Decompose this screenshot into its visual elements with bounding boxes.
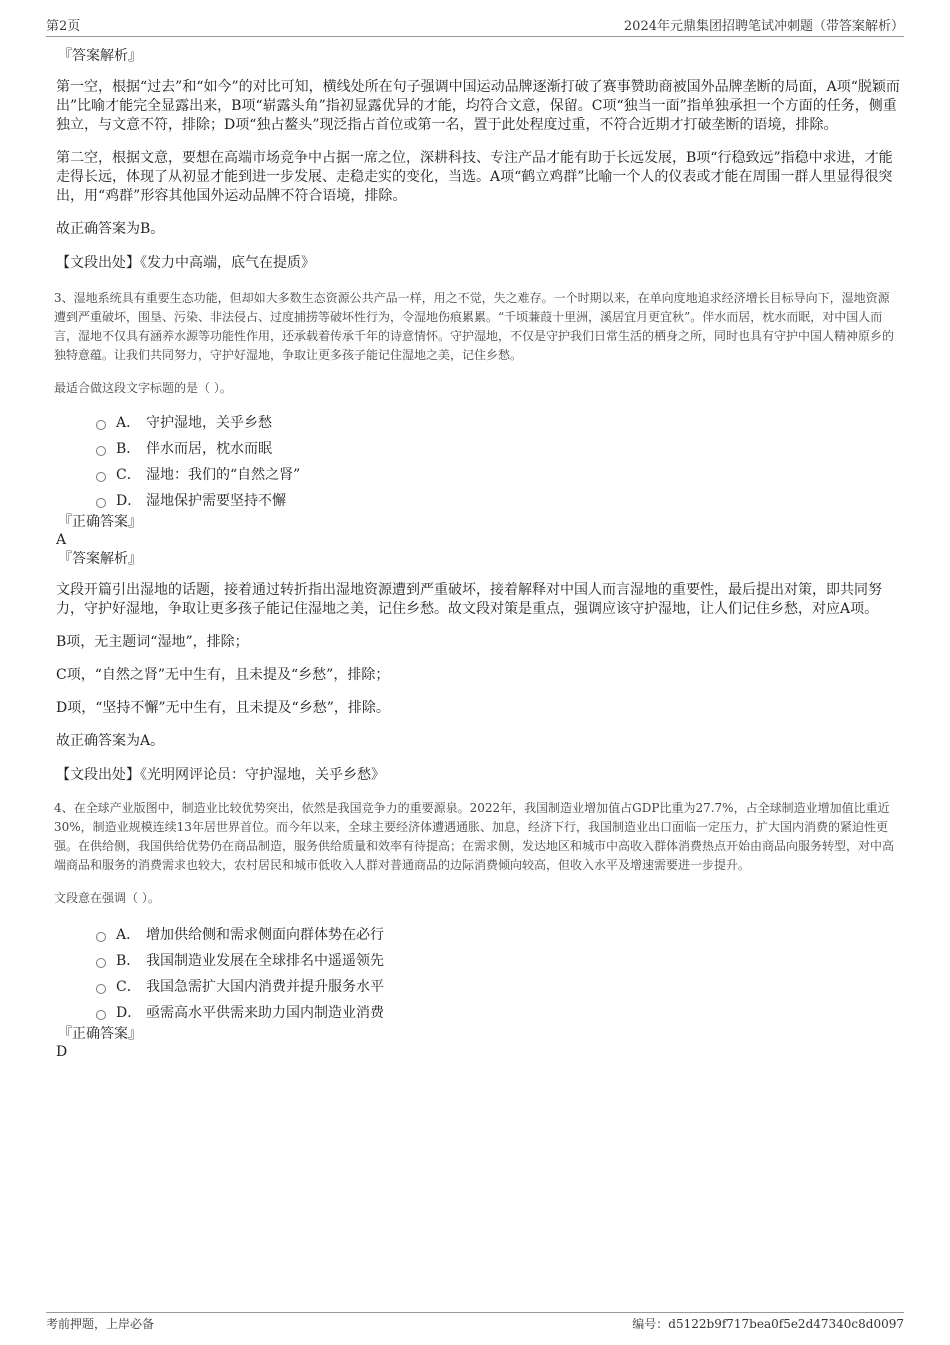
q4-option-b[interactable]: B． 我国制造业发展在全球排名中遥遥领先 — [56, 947, 900, 973]
q4-question: 4、在全球产业版图中，制造业比较优势突出，依然是我国竞争力的重要源泉。2022年，我国制造业增加值占GDP比重为27.7%，占全球制造业增加值比重近30%，制造业规模连续13年居世界首位。而今年以来，全球主要经济体遭遇通胀、加息，经济下行，我国制造业出口面临一定压力，扩大国内消费的紧迫性更强。在供给侧，我国供给优势仍在商品制造，服务供给质量和效率有待提高；在需求侧，发达地区和城市中高收入群体消费热点开始由商品向服务转型，对中高端商品和服务的消费需求也较大，农村居民和城市低收入人群对普通商品的边际消费倾向较高，但收入水平及增速需要进一步提升。 — [54, 801, 895, 872]
q3-option-b[interactable]: B． 伴水而居，枕水而眠 — [56, 435, 900, 461]
q4-answer: D — [56, 1044, 68, 1060]
q3-options — [56, 409, 900, 513]
q4-options — [56, 921, 900, 1025]
q2-source: 【文段出处】《发力中高端，底气在提质》 — [56, 255, 315, 271]
q3-source: 【文段出处】《光明网评论员：守护湿地，关乎乡愁》 — [56, 767, 385, 783]
q3-option-c[interactable]: C． 湿地：我们的“自然之肾” — [56, 461, 900, 487]
page-header — [46, 14, 904, 37]
radio-icon[interactable] — [96, 498, 106, 508]
q3-option-a[interactable]: A． 守护湿地，关乎乡愁 — [56, 409, 900, 435]
q4-prompt: 文段意在强调（ ）。 — [54, 891, 160, 905]
radio-icon[interactable] — [96, 984, 106, 994]
radio-icon[interactable] — [96, 1010, 106, 1020]
q3-question: 3、湿地系统具有重要生态功能，但却如大多数生态资源公共产品一样，用之不觉，失之难存。一个时期以来，在单向度地追求经济增长目标导向下，湿地资源遭到严重破坏，围垦、污染、非法侵占、过度捕捞等破坏性行为，令湿地伤痕累累。“千顷蒹葭十里洲，溪居宜月更宜秋”。伴水而居，枕水而眠，对中国人而言，湿地不仅具有涵养水源等功能性作用，还承载着传承千年的诗意情怀。守护湿地，不仅是守护我们日常生活的栖身之所，同时也具有守护中国人精神原乡的独特意蕴。让我们共同努力，守护好湿地，争取让更多孩子能记住湿地之美，记住乡愁。 — [54, 291, 895, 362]
q2-analysis-p2: 第二空，根据文意，要想在高端市场竞争中占据一席之位，深耕科技、专注产品才能有助于长远发展，B项“行稳致远”指稳中求进，才能走得长远，体现了从初显才能到进一步发展、走稳走实的变化，当选。A项“鹤立鸡群”比喻一个人的仪表或才能在周围一群人里显得很突出，用“鸡群”形容其他国外运动品牌不符合语境，排除。 — [56, 150, 893, 204]
footer-slogan: 考前押题，上岸必备 — [46, 1317, 155, 1331]
radio-icon[interactable] — [96, 958, 106, 968]
q4-option-c[interactable]: C． 我国急需扩大国内消费并提升服务水平 — [56, 973, 900, 999]
radio-icon[interactable] — [96, 932, 106, 942]
q3-prompt: 最适合做这段文字标题的是（ ）。 — [54, 381, 232, 395]
q3-analysis-p1: 文段开篇引出湿地的话题，接着通过转折指出湿地资源遭到严重破坏，接着解释对中国人而言湿地的重要性，最后提出对策，即共同努力，守护好湿地，争取让更多孩子能记住湿地之美，记住乡愁。故文段对策是重点，强调应该守护湿地，让人们记住乡愁，对应A项。 — [56, 582, 882, 617]
q3-answer: A — [56, 532, 67, 548]
q4-answer-label: 『正确答案』 — [58, 1026, 142, 1042]
q3-conclusion: 故正确答案为A。 — [56, 733, 165, 749]
page-number: 第2页 — [46, 19, 81, 34]
document-title: 2024年元鼎集团招聘笔试冲刺题（带答案解析） — [623, 19, 904, 34]
q3-answer-label: 『正确答案』 — [58, 514, 142, 530]
radio-icon[interactable] — [96, 420, 106, 430]
q3-option-d[interactable]: D． 湿地保护需要坚持不懈 — [56, 487, 900, 513]
page-footer — [46, 1312, 904, 1332]
q3-analysis-d: D项，“坚持不懈”无中生有，且未提及“乡愁”，排除。 — [56, 700, 390, 716]
radio-icon[interactable] — [96, 472, 106, 482]
q2-conclusion: 故正确答案为B。 — [56, 221, 165, 237]
q4-option-a[interactable]: A． 增加供给侧和需求侧面向群体势在必行 — [56, 921, 900, 947]
document-id: 编号：d5122b9f717bea0f5e2d47340c8d0097 — [632, 1317, 904, 1331]
q2-analysis-label: 『答案解析』 — [58, 48, 142, 64]
q3-analysis-c: C项，“自然之肾”无中生有，且未提及“乡愁”，排除； — [56, 667, 390, 683]
radio-icon[interactable] — [96, 446, 106, 456]
q3-analysis-label: 『答案解析』 — [58, 551, 142, 567]
q3-analysis-b: B项，无主题词“湿地”，排除； — [56, 634, 249, 650]
page-content — [56, 46, 900, 1061]
q2-analysis-p1: 第一空，根据“过去”和“如今”的对比可知，横线处所在句子强调中国运动品牌逐渐打破了赛事赞助商被国外品牌垄断的局面，A项“脱颖而出”比喻才能完全显露出来，B项“崭露头角”指初显露优异的才能，均符合文意，保留。C项“独当一面”指单独承担一个方面的任务，侧重独立，与文意不符，排除；D项“独占鳌头”现泛指占首位或第一名，置于此处程度过重，不符合近期才打破垄断的语境，排除。 — [56, 79, 900, 133]
q4-option-d[interactable]: D． 亟需高水平供需来助力国内制造业消费 — [56, 999, 900, 1025]
